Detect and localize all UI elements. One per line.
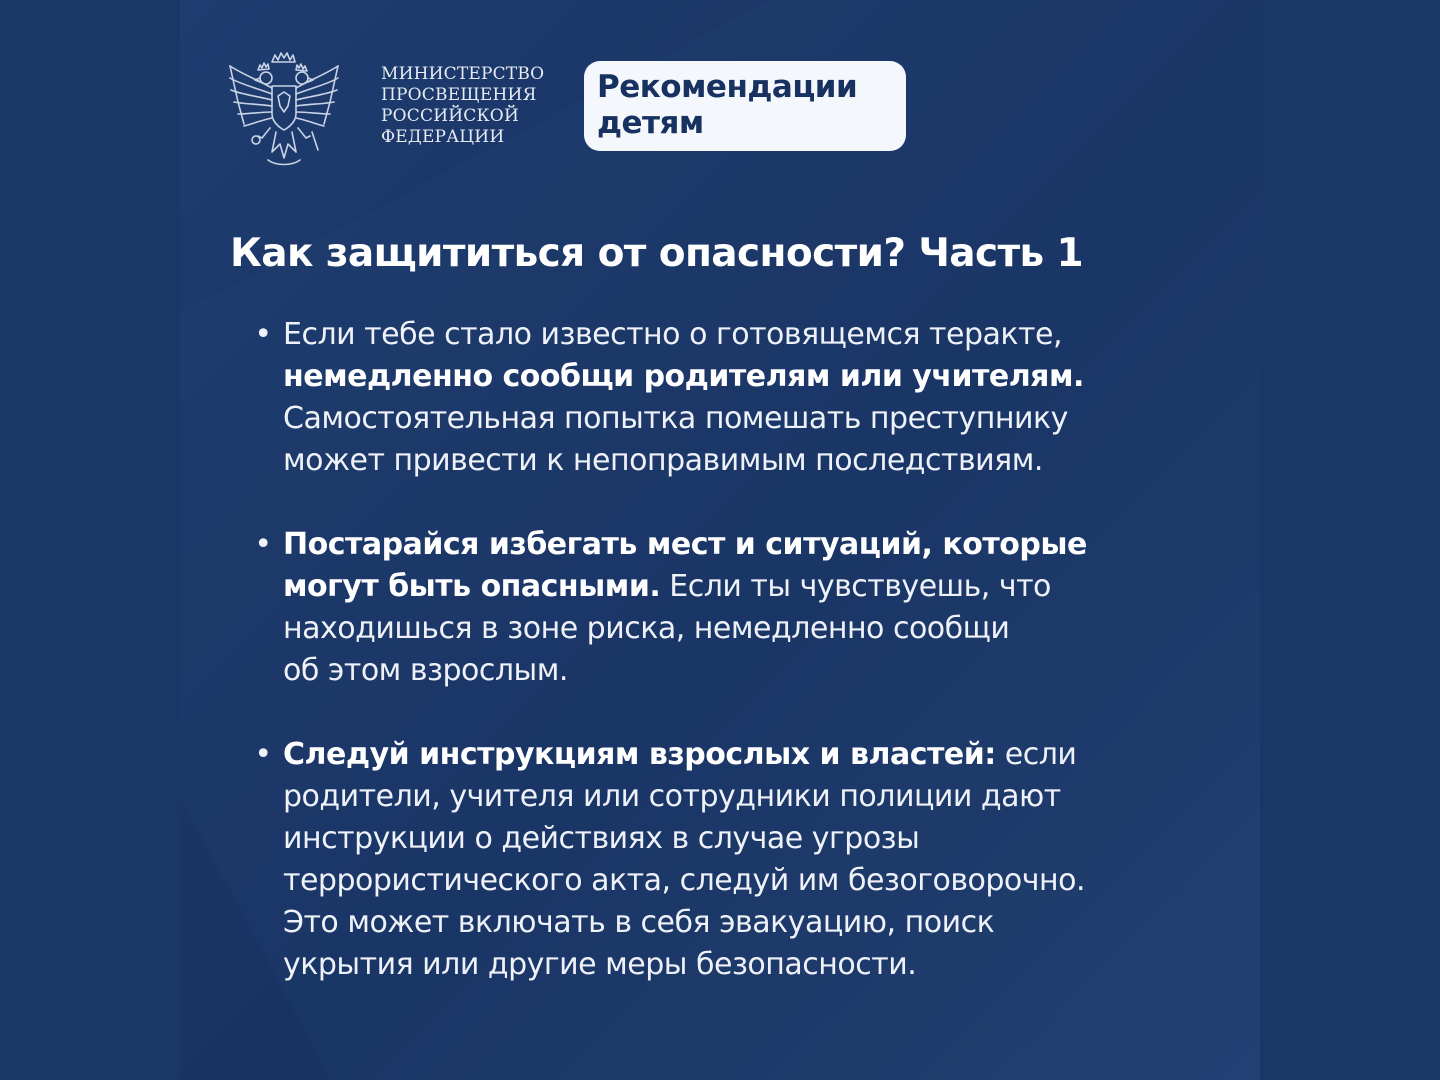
item-text-bold: могут быть опасными. [283, 569, 661, 604]
item-line-bold: немедленно сообщи родителям или учителям. [283, 359, 1084, 394]
item-line: Если тебе стало известно о готовящемся теракте, [283, 317, 1062, 352]
item-text: Если ты чувствуешь, что [660, 569, 1051, 604]
item-line: укрытия или другие меры безопасности. [283, 947, 917, 982]
ministry-name-line: РОССИЙСКОЙ [381, 106, 519, 126]
item-line [283, 566, 1223, 608]
item-line: родители, учителя или сотрудники полиции дают [283, 779, 1061, 814]
list-item [254, 314, 1223, 482]
item-line-bold: Постарайся избегать мест и ситуаций, которые [283, 527, 1087, 562]
side-margin-right [1260, 0, 1440, 1080]
ministry-name-line: ФЕДЕРАЦИИ [381, 127, 505, 147]
item-line: инструкции о действиях в случае угрозы [283, 821, 920, 856]
double-headed-eagle-emblem-icon [228, 44, 340, 168]
bullet-icon: • [254, 317, 272, 352]
page-title: Как защититься от опасности? Часть 1 [230, 231, 1084, 276]
content-card [180, 0, 1260, 1080]
item-line [283, 734, 1223, 776]
ministry-name-line: ПРОСВЕЩЕНИЯ [381, 85, 537, 105]
item-line: об этом взрослым. [283, 653, 568, 688]
recommendations-badge [584, 61, 906, 151]
badge-line: детям [597, 105, 704, 141]
item-line: находишься в зоне риска, немедленно сообщи [283, 611, 1010, 646]
item-text-bold: Следуй инструкциям взрослых и властей: [283, 737, 996, 772]
item-line: Это может включать в себя эвакуацию, поиск [283, 905, 995, 940]
ministry-name-line: МИНИСТЕРСТВО [381, 64, 545, 84]
item-text: если [995, 737, 1077, 772]
item-line: Самостоятельная попытка помешать преступнику [283, 401, 1068, 436]
bullet-icon: • [254, 737, 272, 772]
list-item [254, 734, 1223, 986]
badge-line: Рекомендации [597, 69, 858, 105]
bullet-icon: • [254, 527, 272, 562]
side-margin-left [0, 0, 180, 1080]
item-line: может привести к непоправимым последствиям. [283, 443, 1043, 478]
list-item [254, 524, 1223, 692]
ministry-name [381, 64, 544, 148]
item-line: террористического акта, следуй им безоговорочно. [283, 863, 1085, 898]
